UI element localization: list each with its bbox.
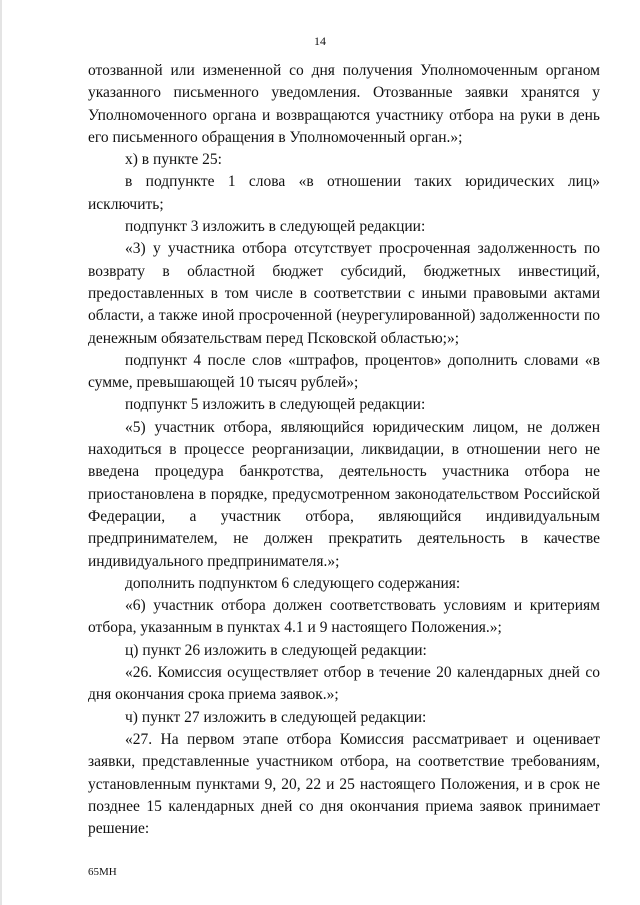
paragraph-subitem-6-text: «6) участник отбора должен соответствовать условиям и критериям отбора, указанным в пунктах 4.1 и 9 настоящего Положения.»; [88,597,600,637]
paragraph-subitem-5-intro: подпункт 5 изложить в следующей редакции: [125,396,426,414]
page-left-edge [0,0,2,905]
paragraph-item-ts: ц) пункт 26 изложить в следующей редакции: [125,641,427,659]
paragraph-subitem-5-text: «5) участник отбора, являющийся юридическим лицом, не должен находиться в процессе реорганизации, ликвидации, в отношении него не введена процедура банкротства, деятельность участника отбора не приостановлена в порядке, предусмотренном законодательством Российской Федерации, а участник отбора, являющийся индивидуальным предпринимателем, не должен прекратить деятельность в качестве индивидуального предпринимателя.»; [88,418,600,570]
document-code: 65МН [88,866,117,878]
paragraph-subitem-6-intro: дополнить подпунктом 6 следующего содержания: [125,574,461,592]
paragraph-point-26: «26. Комиссия осуществляет отбор в течение 20 календарных дней со дня окончания срока приема заявок.»; [88,664,600,704]
paragraph-continuation: отозванной или измененной со дня получения Уполномоченным органом указанного письменного уведомления. Отозванные заявки хранятся у Уполномоченного органа и возвращаются участнику отбора на руки в день его письменного обращения в Уполномоченный орган.»; [88,62,600,146]
paragraph-subitem-3-intro: подпункт 3 изложить в следующей редакции: [125,218,426,236]
paragraph-point-27: «27. На первом этапе отбора Комиссия рассматривает и оценивает заявки, представленные участником отбора, на соответствие требованиям, установленным пунктами 9, 20, 22 и 25 настоящего Положения, и в срок не позднее 15 календарных дней со дня окончания приема заявок принимает решение: [88,730,600,838]
paragraph-item-x: х) в пункте 25: [125,151,222,169]
page-number: 14 [314,34,326,48]
paragraph-subitem-4: подпункт 4 после слов «штрафов, процентов» дополнить словами «в сумме, превышающей 10 тысяч рублей»; [88,351,600,392]
document-body [88,60,600,840]
paragraph-item-ch: ч) пункт 27 изложить в следующей редакции: [125,708,427,726]
paragraph-subitem-3-text: «3) у участника отбора отсутствует просроченная задолженность по возврату в областной бюджет субсидий, бюджетных инвестиций, предоставленных в том числе в соответствии с иными правовыми актами области, а также иной просроченной (неурегулированной) задолженности по денежным обязательствам перед Псковской областью;»; [88,240,600,347]
paragraph-subitem-1: в подпункте 1 слова «в отношении таких юридических лиц» исключить; [88,173,600,213]
